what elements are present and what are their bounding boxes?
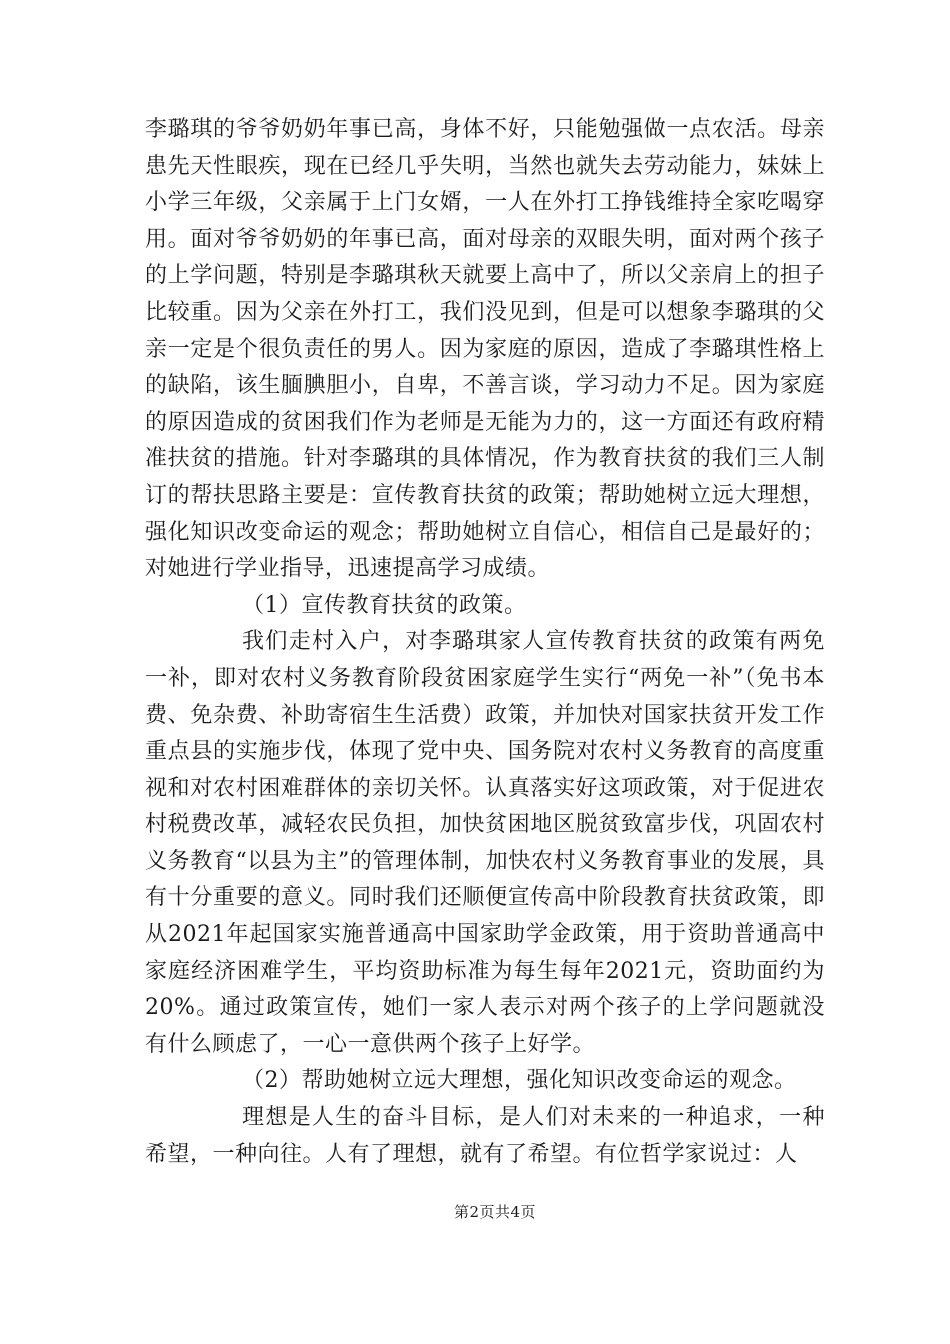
paragraph-policy-publicity: 我们走村入户，对李璐琪家人宣传教育扶贫的政策有两免一补，即对农村义务教育阶段贫困家庭学生实行“两免一补”（免书本费、免杂费、补助寄宿生生活费）政策，并加快对国家扶贫开发工作重点县的实施步伐，体现了党中央、国务院对农村义务教育的高度重视和对农村困难群体的亲切关怀。认真落实好这项政策，对于促进农村税费改革，减轻农民负担，加快贫困地区脱贫致富步伐，巩固农村义务教育“以县为主”的管理体制，加快农村义务教育事业的发展，具有十分重要的意义。同时我们还顺便宣传高中阶段教育扶贫政策，即从2021年起国家实施普通高中国家助学金政策，用于资助普通高中家庭经济困难学生，平均资助标准为每生每年2021元，资助面约为20%。通过政策宣传，她们一家人表示对两个孩子的上学问题就没有什么顾虑了，一心一意供两个孩子上好学。 — [145, 629, 825, 1057]
page-footer — [0, 1202, 950, 1222]
paragraph-family-background: 李璐琪的爷爷奶奶年事已高，身体不好，只能勉强做一点农活。母亲患先天性眼疾，现在已经几乎失明，当然也就失去劳动能力，妹妹上小学三年级，父亲属于上门女婿，一人在外打工挣钱维持全家吃喝穿用。面对爷爷奶奶的年事已高，面对母亲的双眼失明，面对两个孩子的上学问题，特别是李璐琪秋天就要上高中了，所以父亲肩上的担子比较重。因为父亲在外打工，我们没见到，但是可以想象李璐琪的父亲一定是个很负责任的男人。因为家庭的原因，造成了李璐琪性格上的缺陷，该生腼腆胆小，自卑，不善言谈，学习动力不足。因为家庭的原因造成的贫困我们作为老师是无能为力的，这一方面还有政府精准扶贫的措施。针对李璐琪的具体情况，作为教育扶贫的我们三人制订的帮扶思路主要是：宣传教育扶贫的政策；帮助她树立远大理想，强化知识改变命运的观念；帮助她树立自信心，相信自己是最好的；对她进行学业指导，迅速提高学习成绩。 — [145, 117, 825, 582]
page-number: 第2页共4页 — [453, 1203, 537, 1221]
heading-ideals: （2）帮助她树立远大理想，强化知识改变命运的观念。 — [242, 1068, 797, 1094]
heading-policy-publicity: （1）宣传教育扶贫的政策。 — [242, 592, 527, 618]
paragraph-ideals: 理想是人生的奋斗目标，是人们对未来的一种追求，一种希望，一种向往。人有了理想，就有了希望。有位哲学家说过：人 — [145, 1105, 825, 1167]
document-body — [145, 112, 825, 1173]
